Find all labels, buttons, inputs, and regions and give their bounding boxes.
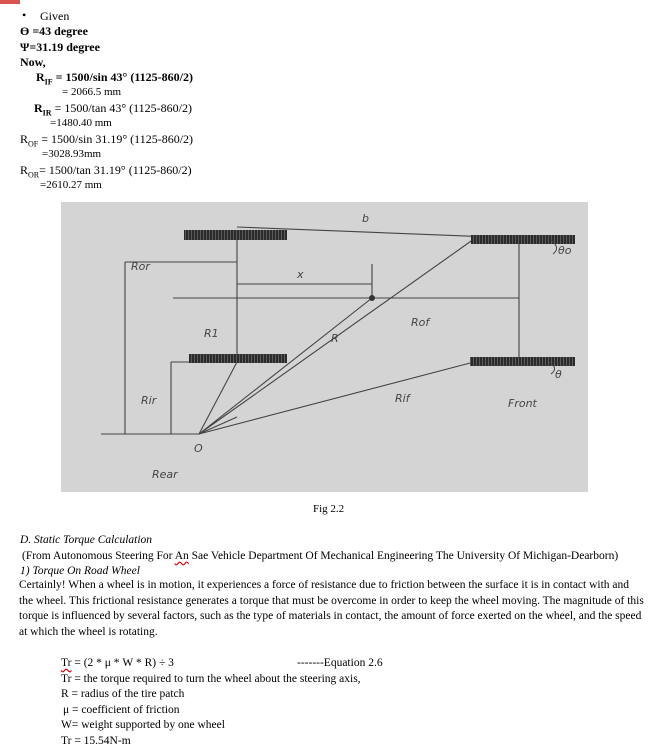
- rof-equation: $R_{OF} = 1500/\sin$ 31.19° (1125-860/2): [20, 132, 194, 149]
- label-rear: Rear: [152, 468, 178, 481]
- body-paragraph: Certainly! When a wheel is in motion, it experiences a force of resistance due to friction between the surface it is in contact with and the wheel. This frictional resistance generates a torque that must be overcome in order to keep the wheel moving. The magnitude of this torque is influenced by several factors, such as the type of materials in contact, the amount of force exerted on the wheel, and the speed at which the wheel is rotating.: [19, 579, 644, 638]
- section-heading: D. Static Torque Calculation: [20, 534, 153, 546]
- figure-caption: Fig 2.2: [313, 503, 345, 515]
- label-r: R: [331, 332, 339, 345]
- label-theta: θ: [555, 368, 562, 381]
- torque-result: Tr = 15.54N-m: [61, 735, 131, 747]
- sub-heading: 1) Torque On Road Wheel: [20, 565, 140, 577]
- label-o: O: [194, 442, 203, 455]
- def-r: R = radius of the tire patch: [61, 688, 185, 700]
- bullet: •: [22, 8, 27, 22]
- steering-geometry-figure: [61, 202, 588, 492]
- rif-equation: $R_{IF} = 1500/\sin$ 43° (1125-860/2): [36, 70, 193, 87]
- rir-result: =1480.40 mm: [50, 117, 112, 129]
- ror-result: =2610.27 mm: [40, 179, 102, 191]
- ror-equation: $R_{OR}= 1500/\tan$ 31.19° (1125-860/2): [20, 163, 192, 180]
- theta-line: ϴ =43 degree: [20, 24, 88, 38]
- label-b: b: [362, 212, 369, 225]
- equation-tag: -------Equation 2.6: [297, 657, 383, 669]
- label-theta-o: θo: [558, 244, 572, 257]
- label-x: x: [297, 268, 304, 281]
- def-mu: μ = coefficient of friction: [63, 704, 180, 716]
- label-r1: R1: [204, 327, 219, 340]
- rif-result: = 2066.5 mm: [62, 86, 122, 98]
- torque-equation: Tr = (2 * μ * W * R) ÷ 3: [61, 657, 174, 669]
- psi-line: Ψ=31.19 degree: [20, 40, 100, 54]
- label-rif: Rif: [395, 392, 410, 405]
- source-citation: (From Autonomous Steering For An Sae Vehicle Department Of Mechanical Engineering The University Of Michigan-Dearborn): [22, 550, 619, 562]
- given-label: Given: [40, 9, 70, 23]
- red-tab-marker: [0, 0, 20, 4]
- rir-equation: $R_{IR} = 1500/\tan$ 43° (1125-860/2): [34, 101, 192, 118]
- rof-result: =3028.93mm: [42, 148, 102, 160]
- label-ror: Ror: [131, 260, 150, 273]
- label-front: Front: [508, 397, 537, 410]
- def-tr: Tr = the torque required to turn the wheel about the steering axis,: [61, 673, 361, 685]
- label-rir: Rir: [141, 394, 157, 407]
- now-label: Now,: [20, 55, 46, 69]
- def-w: W= weight supported by one wheel: [61, 719, 225, 731]
- label-rof: Rof: [411, 316, 430, 329]
